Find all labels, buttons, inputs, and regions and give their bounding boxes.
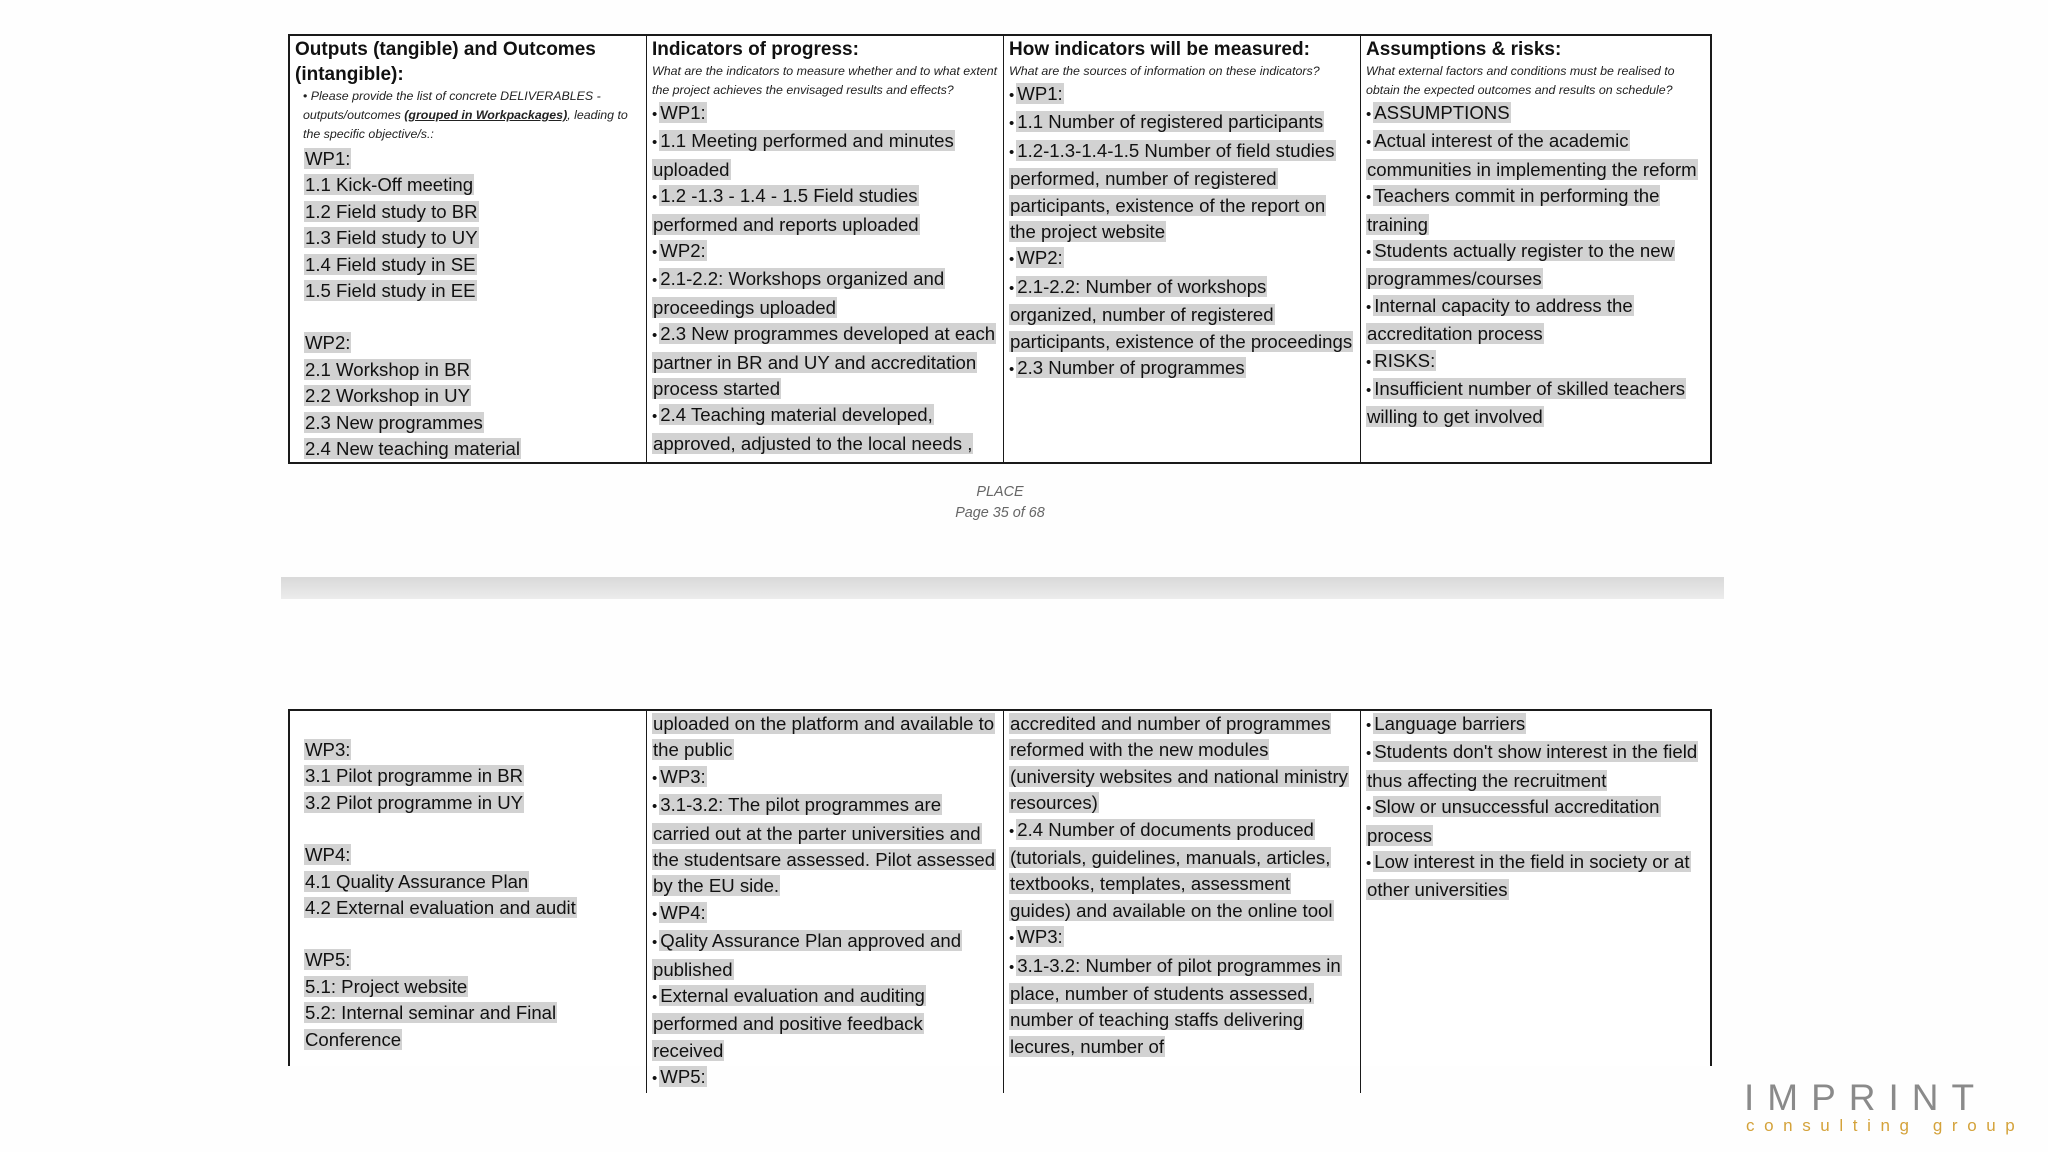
bullet-item xyxy=(1009,274,1355,355)
bullet-item xyxy=(1366,293,1709,348)
bullet-item xyxy=(1009,245,1355,273)
bullet-item xyxy=(1009,953,1355,1061)
highlighted-text: 1.2 -1.3 - 1.4 - 1.5 Field studies performed and reports uploaded xyxy=(653,185,919,235)
bullet-item xyxy=(1009,711,1355,817)
highlighted-text: 1.5 Field study in EE xyxy=(305,280,476,302)
list-item xyxy=(295,278,641,304)
bullet-item xyxy=(652,711,998,764)
highlighted-text: 3.1-3.2: The pilot programmes are carried out at the parter universities and the studentsare assessed. Pilot assessed by the EU side. xyxy=(653,794,996,897)
bullet-item xyxy=(1009,817,1355,925)
list-item xyxy=(295,410,641,436)
highlighted-text: WP1: xyxy=(1017,83,1063,104)
list-item xyxy=(295,842,641,868)
list-item xyxy=(295,199,641,225)
bullet-item xyxy=(1009,109,1355,137)
highlighted-text: 5.2: Internal seminar and Final xyxy=(305,1002,557,1024)
measurement-header: How indicators will be measured: xyxy=(1009,39,1310,60)
highlighted-text: 1.4 Field study in SE xyxy=(305,253,476,275)
bullet-item xyxy=(652,321,998,402)
list-item xyxy=(295,357,641,383)
list-item xyxy=(295,172,641,198)
list-item xyxy=(295,146,641,172)
highlighted-text: accredited and number of programmes reformed with the new modules (university websites and national ministry resources) xyxy=(1010,713,1348,814)
outputs-list xyxy=(295,146,641,462)
measurement-subtitle: What are the sources of information on these indicators? xyxy=(1009,64,1320,78)
indicators-subtitle: What are the indicators to measure whether and to what extent the project achieves the envisaged results and effects? xyxy=(652,64,998,97)
bullet-item xyxy=(1366,183,1709,238)
highlighted-text: 1.1 Number of registered participants xyxy=(1017,111,1324,133)
bullet-item xyxy=(1366,348,1709,376)
highlighted-text: 1.3 Field study to UY xyxy=(305,227,478,249)
highlighted-text: Students don't show interest in the field thus affecting the recruitment xyxy=(1367,741,1698,791)
list-item xyxy=(295,869,641,895)
assumptions-column-cont xyxy=(1361,711,1714,1093)
bullet-item xyxy=(1009,138,1355,246)
page-separator xyxy=(281,577,1724,599)
outputs-column xyxy=(290,36,647,462)
bullet-item xyxy=(1366,238,1709,293)
bullet-item xyxy=(652,983,998,1064)
list-item xyxy=(295,947,641,973)
outputs-instruction-tail: , leading to the specific objective/s.: xyxy=(303,108,628,141)
list-item xyxy=(295,1027,641,1053)
highlighted-text: 2.4 Number of documents produced (tutorials, guidelines, manuals, articles, textbooks, templates, assessment guides) and available on the online tool xyxy=(1010,818,1333,921)
highlighted-text: 2.4 New teaching material xyxy=(305,438,520,460)
bullet-item xyxy=(652,1064,998,1092)
blank-line xyxy=(295,816,641,842)
highlighted-text: ASSUMPTIONS xyxy=(1374,102,1510,123)
highlighted-text: 2.4 Teaching material developed, approved, adjusted to the local needs , xyxy=(653,404,973,454)
measurement-list-cont xyxy=(1009,711,1355,1060)
indicators-list-cont xyxy=(652,711,998,1093)
bullet-item xyxy=(1366,128,1709,183)
highlighted-text: RISKS: xyxy=(1374,349,1436,371)
highlighted-text: 3.1-3.2: Number of pilot programmes in place, number of students assessed, number of teaching staffs delivering lecures, number of xyxy=(1010,954,1341,1057)
indicators-column xyxy=(647,36,1004,462)
list-item xyxy=(295,330,641,356)
highlighted-text: 5.1: Project website xyxy=(305,975,468,997)
bullet-item xyxy=(1366,100,1709,128)
highlighted-text: 1.1 Kick-Off meeting xyxy=(305,174,474,196)
highlighted-text: 2.3 New programmes xyxy=(305,411,483,433)
bullet-item xyxy=(1009,924,1355,952)
bullet-item xyxy=(652,764,998,792)
highlighted-text: Conference xyxy=(305,1028,402,1050)
highlighted-text: 4.2 External evaluation and audit xyxy=(305,897,576,919)
logframe-table-top xyxy=(288,34,1712,464)
bullet-item xyxy=(1009,81,1355,109)
list-item xyxy=(295,1000,641,1026)
bullet-item xyxy=(652,183,998,238)
outputs-list-cont xyxy=(295,711,641,1053)
highlighted-text: External evaluation and auditing performed and positive feedback received xyxy=(653,985,925,1061)
highlighted-text: 1.2 Field study to BR xyxy=(305,200,478,222)
bullet-item xyxy=(1366,711,1709,739)
bullet-item xyxy=(652,928,998,983)
list-item xyxy=(295,225,641,251)
highlighted-text: WP2: xyxy=(1017,247,1063,269)
outputs-column-cont xyxy=(290,711,647,1093)
indicators-column-cont xyxy=(647,711,1004,1093)
highlighted-text: 1.1 Meeting performed and minutes uploaded xyxy=(653,130,954,180)
highlighted-text: Qality Assurance Plan approved and published xyxy=(653,930,962,980)
highlighted-text: 4.1 Quality Assurance Plan xyxy=(305,870,529,892)
list-item xyxy=(295,763,641,789)
measurement-column xyxy=(1004,36,1361,462)
bullet-item xyxy=(652,128,998,183)
highlighted-text: Language barriers xyxy=(1374,713,1526,734)
highlighted-text: WP4: xyxy=(305,844,351,866)
bullet-item xyxy=(652,266,998,321)
list-item xyxy=(295,974,641,1000)
blank-line xyxy=(295,921,641,947)
measurement-column-cont xyxy=(1004,711,1361,1093)
assumptions-list-cont xyxy=(1366,711,1709,904)
indicators-header: Indicators of progress: xyxy=(652,39,859,60)
bullet-item xyxy=(1366,849,1709,904)
assumptions-column xyxy=(1361,36,1714,462)
highlighted-text: uploaded on the platform and available to the public xyxy=(653,713,995,761)
imprint-logo xyxy=(1744,1077,2044,1136)
bullet-item xyxy=(1366,376,1709,431)
bullet-item xyxy=(652,100,998,128)
highlighted-text: 2.1-2.2: Workshops organized and proceedings uploaded xyxy=(653,268,945,318)
highlighted-text: WP4: xyxy=(660,901,706,923)
highlighted-text: Insufficient number of skilled teachers willing to get involved xyxy=(1367,378,1686,428)
list-item xyxy=(295,895,641,921)
bullet-item xyxy=(1366,739,1709,794)
list-item xyxy=(295,436,641,462)
measurement-list xyxy=(1009,81,1355,383)
blank-line xyxy=(295,711,641,737)
highlighted-text: WP3: xyxy=(305,739,351,760)
bullet-item xyxy=(652,402,998,457)
logo-tagline: consulting group xyxy=(1746,1116,2025,1135)
highlighted-text: 2.1-2.2: Number of workshops organized, number of registered participants, existence of the proceedings xyxy=(1010,275,1353,352)
bullet-item xyxy=(652,238,998,266)
highlighted-text: 3.2 Pilot programme in UY xyxy=(305,791,524,813)
highlighted-text: Internal capacity to address the accreditation process xyxy=(1367,294,1633,345)
highlighted-text: Actual interest of the academic communities in implementing the reform xyxy=(1367,130,1697,180)
outputs-instruction xyxy=(295,87,641,144)
page-footer xyxy=(0,482,2000,524)
assumptions-header: Assumptions & risks: xyxy=(1366,39,1562,60)
outputs-instruction-bold: (grouped in Workpackages) xyxy=(404,108,568,122)
blank-line xyxy=(295,304,641,330)
outputs-header: Outputs (tangible) and Outcomes (intangible): xyxy=(295,39,596,85)
highlighted-text: 2.1 Workshop in BR xyxy=(305,358,471,380)
indicators-list xyxy=(652,100,998,457)
logframe-table-bottom xyxy=(288,709,1712,1088)
highlighted-text: Low interest in the field in society or at other universities xyxy=(1367,851,1690,901)
list-item xyxy=(295,790,641,816)
outputs-instruction-text: Please provide the list of concrete DELIVERABLES - outputs/outcomes xyxy=(303,89,601,122)
footer-place: PLACE xyxy=(976,484,1024,500)
bullet-item xyxy=(1009,355,1355,383)
highlighted-text: WP2: xyxy=(660,240,706,262)
list-item xyxy=(295,383,641,409)
highlighted-text: WP5: xyxy=(305,949,351,971)
highlighted-text: Students actually register to the new programmes/courses xyxy=(1367,240,1674,290)
highlighted-text: 2.3 New programmes developed at each partner in BR and UY and accreditation process started xyxy=(653,323,996,400)
highlighted-text: WP5: xyxy=(660,1066,706,1088)
highlighted-text: 2.3 Number of programmes xyxy=(1017,357,1245,379)
highlighted-text: WP3: xyxy=(1017,926,1063,948)
highlighted-text: WP1: xyxy=(660,102,706,123)
highlighted-text: 1.2-1.3-1.4-1.5 Number of field studies performed, number of registered participants, existence of the report on the project website xyxy=(1010,139,1335,243)
highlighted-text: WP3: xyxy=(660,765,706,787)
highlighted-text: Slow or unsuccessful accreditation process xyxy=(1367,796,1660,846)
list-item xyxy=(295,737,641,763)
highlighted-text: WP1: xyxy=(305,148,351,169)
logo-wordmark: IMPRINT xyxy=(1744,1077,1988,1118)
bullet-item xyxy=(652,792,998,900)
highlighted-text: 3.1 Pilot programme in BR xyxy=(305,765,524,787)
highlighted-text: 2.2 Workshop in UY xyxy=(305,385,471,407)
footer-page-number: Page 35 of 68 xyxy=(955,505,1045,521)
bullet-item xyxy=(652,900,998,928)
list-item xyxy=(295,252,641,278)
highlighted-text: Teachers commit in performing the training xyxy=(1367,185,1660,235)
assumptions-list xyxy=(1366,100,1709,431)
bullet-item xyxy=(1366,794,1709,849)
highlighted-text: WP2: xyxy=(305,332,351,354)
assumptions-subtitle: What external factors and conditions must be realised to obtain the expected outcomes and results on schedule? xyxy=(1366,64,1675,97)
